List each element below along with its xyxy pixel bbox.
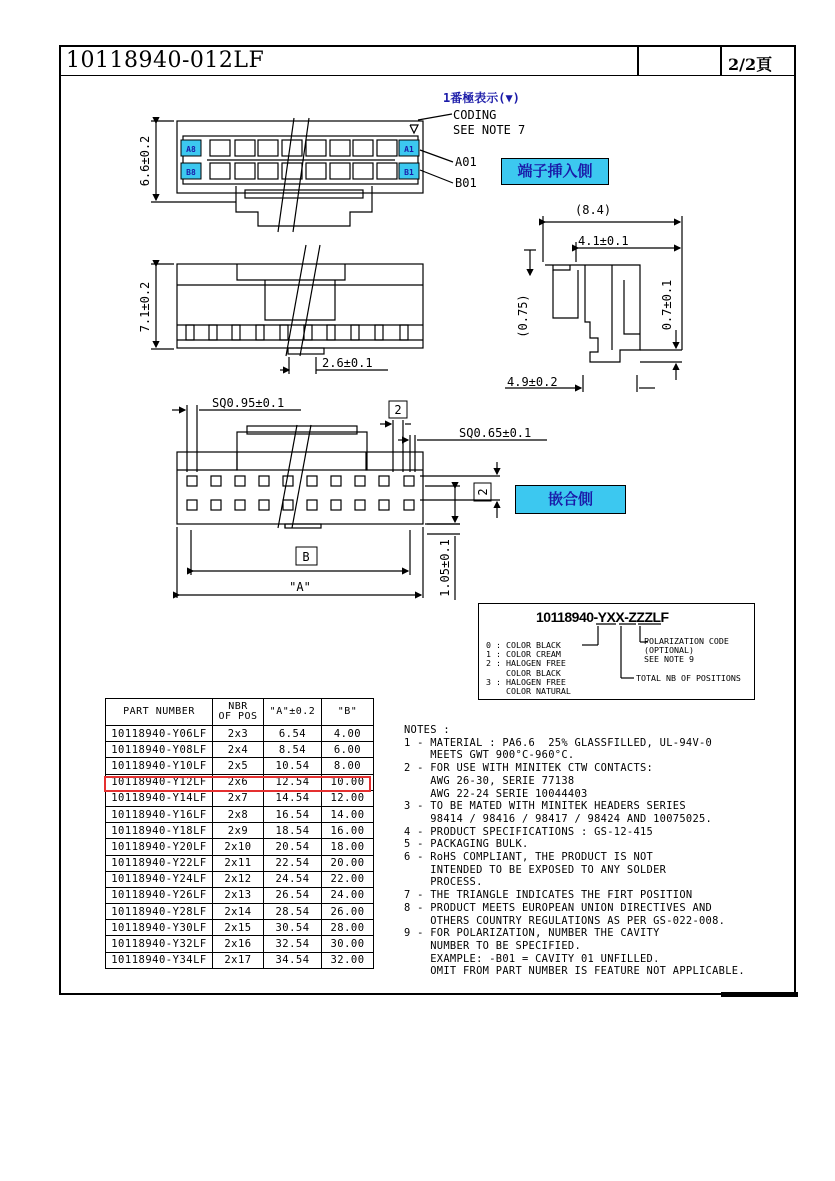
cell-nbr-pos: 2x8 [213,806,264,822]
dim-side-07: 0.7±0.1 [660,279,674,331]
cell-dim-b: 22.00 [322,871,374,887]
table-row [106,726,374,742]
cell-nbr-pos: 2x14 [213,904,264,920]
cell-dim-a: 10.54 [264,758,322,774]
see-note7-label: SEE NOTE 7 [453,123,526,137]
dim-box-2b: 2 [476,488,490,496]
cell-dim-a: 28.54 [264,904,322,920]
cell-part-number: 10118940-Y32LF [106,936,213,952]
polarization-code-note: POLARIZATION CODE (OPTIONAL) SEE NOTE 9 [644,636,729,665]
drawing-title: 10118940-012LF [66,48,265,73]
cell-dim-b: 16.00 [322,823,374,839]
dim-105: 1.05±0.1 [438,539,452,597]
cell-part-number: 10118940-Y14LF [106,790,213,806]
cell-dim-b: 4.00 [322,726,374,742]
cell-dim-a: 14.54 [264,790,322,806]
table-row [106,806,374,822]
cell-nbr-pos: 2x13 [213,887,264,903]
cell-dim-a: 16.54 [264,806,322,822]
cell-dim-a: 24.54 [264,871,322,887]
col-dim-b: "B" [322,699,374,726]
cell-dim-a: 6.54 [264,726,322,742]
part-number-table [105,698,374,969]
cell-dim-a: 22.54 [264,855,322,871]
cell-dim-b: 14.00 [322,806,374,822]
cell-nbr-pos: 2x9 [213,823,264,839]
dim-side-49: 4.9±0.2 [507,375,558,389]
coding-label: CODING [453,108,497,122]
bottom-bar [721,992,798,997]
cell-dim-b: 6.00 [322,742,374,758]
mating-view-body [177,452,423,524]
cell-part-number: 10118940-Y26LF [106,887,213,903]
table-row [106,871,374,887]
cell-dim-b: 8.00 [322,758,374,774]
cell-dim-a: 30.54 [264,920,322,936]
cell-part-number: 10118940-Y30LF [106,920,213,936]
table-row [106,823,374,839]
cell-dim-b: 10.00 [322,774,374,790]
cell-dim-b: 30.00 [322,936,374,952]
cell-dim-a: 32.54 [264,936,322,952]
dim-side-075: (0.75) [516,294,530,338]
front-slots [186,325,408,340]
cell-part-number: 10118940-Y12LF [106,774,213,790]
dim-side-width: (8.4) [575,203,612,217]
cell-part-number: 10118940-Y20LF [106,839,213,855]
cell-dim-b: 20.00 [322,855,374,871]
cell-nbr-pos: 2x6 [213,774,264,790]
cell-part-number: 10118940-Y22LF [106,855,213,871]
b01-label: B01 [455,176,477,190]
dim-pitch: 2.6±0.1 [322,356,373,370]
col-nbr-pos: NBR OF POS [213,699,264,726]
cell-dim-b: 24.00 [322,887,374,903]
notes-block: NOTES : 1 - MATERIAL : PA6.6 25% GLASSFILLED, UL-94V-0 MEETS GWT 900°C-960°C. 2 - FOR USE WITH MINITEK CTW CONTACTS: AWG 26-30, SERIE 77138 AWG 22-24 SERIE 10044403 3 - TO BE MATED WITH MINITEK HEADERS SERIES 98414 / 98416 / 98417 / 98424 AND 10075025. 4 - PRODUCT SPECIFICATIONS : GS-12-415 5 - PACKAGING BULK. 6 - RoHS COMPLIANT, THE PRODUCT IS NOT INTENDED TO BE EXPOSED TO ANY SOLDER PROCESS. 7 - THE TRIANGLE INDICATES THE FIRT POSITION 8 - PRODUCT MEETS EUROPEAN UNION DIRECTIVES AND OTHERS COUNTRY REGULATIONS AS PER GS-022-008. 9 - FOR POLARIZATION, NUMBER THE CAVITY NUMBER TO BE SPECIFIED. EXAMPLE: -B01 = CAVITY 01 UNFILLED. OMIT FROM PART NUMBER IS FEATURE NOT APPLICABLE. [404,724,745,978]
cell-part-number: 10118940-Y18LF [106,823,213,839]
dim-sq065: SQ0.65±0.1 [459,426,532,440]
cell-dim-b: 12.00 [322,790,374,806]
cell-dim-b: 18.00 [322,839,374,855]
label-a-left: A8 [186,145,196,154]
cell-nbr-pos: 2x3 [213,726,264,742]
cell-part-number: 10118940-Y10LF [106,758,213,774]
table-row [106,774,374,790]
cell-part-number: 10118940-Y34LF [106,952,213,968]
pin1-indicator-label: 1番極表示(▼) [443,91,520,105]
total-positions-note: TOTAL NB OF POSITIONS [636,673,741,683]
dim-a: "A" [289,580,311,594]
table-row [106,839,374,855]
page-number: 2/2頁 [728,55,773,74]
table-row [106,790,374,806]
cell-nbr-pos: 2x4 [213,742,264,758]
part-code-title: 10118940-YXX-ZZZLF [536,609,669,625]
cell-dim-a: 12.54 [264,774,322,790]
table-row [106,952,374,968]
dim-sq095: SQ0.95±0.1 [212,396,285,410]
mating-side-label: 嵌合側 [515,485,626,514]
table-row [106,904,374,920]
cell-dim-a: 18.54 [264,823,322,839]
cell-nbr-pos: 2x12 [213,871,264,887]
cell-nbr-pos: 2x15 [213,920,264,936]
table-row [106,936,374,952]
dim-height-front: 7.1±0.2 [138,281,152,333]
color-code-list: 0 : COLOR BLACK 1 : COLOR CREAM 2 : HALOGEN FREE COLOR BLACK 3 : HALOGEN FREE COLOR NATURAL [486,640,571,697]
cell-part-number: 10118940-Y16LF [106,806,213,822]
terminal-insertion-side-label: 端子挿入側 [501,158,609,185]
cell-nbr-pos: 2x11 [213,855,264,871]
cell-part-number: 10118940-Y28LF [106,904,213,920]
dim-box-b: B [302,550,310,564]
label-b-right: B1 [404,168,414,177]
dim-height-top: 6.6±0.2 [138,135,152,187]
cell-nbr-pos: 2x16 [213,936,264,952]
cell-dim-a: 20.54 [264,839,322,855]
cell-part-number: 10118940-Y06LF [106,726,213,742]
cell-dim-b: 32.00 [322,952,374,968]
table-header-row [106,699,374,726]
col-dim-a: "A"±0.2 [264,699,322,726]
a01-label: A01 [455,155,477,169]
table-row [106,855,374,871]
cell-dim-b: 26.00 [322,904,374,920]
dim-side-depth: 4.1±0.1 [578,234,629,248]
label-b-left: B8 [186,168,196,177]
cell-dim-a: 8.54 [264,742,322,758]
dim-box-2a: 2 [394,403,402,417]
cell-dim-a: 26.54 [264,887,322,903]
table-row [106,920,374,936]
col-part-number: PART NUMBER [106,699,213,726]
cell-nbr-pos: 2x10 [213,839,264,855]
cell-part-number: 10118940-Y08LF [106,742,213,758]
cell-part-number: 10118940-Y24LF [106,871,213,887]
table-row [106,742,374,758]
table-row [106,758,374,774]
cell-dim-a: 34.54 [264,952,322,968]
cell-nbr-pos: 2x17 [213,952,264,968]
cell-dim-b: 28.00 [322,920,374,936]
label-a-right: A1 [404,145,414,154]
table-row [106,887,374,903]
cell-nbr-pos: 2x7 [213,790,264,806]
cell-nbr-pos: 2x5 [213,758,264,774]
